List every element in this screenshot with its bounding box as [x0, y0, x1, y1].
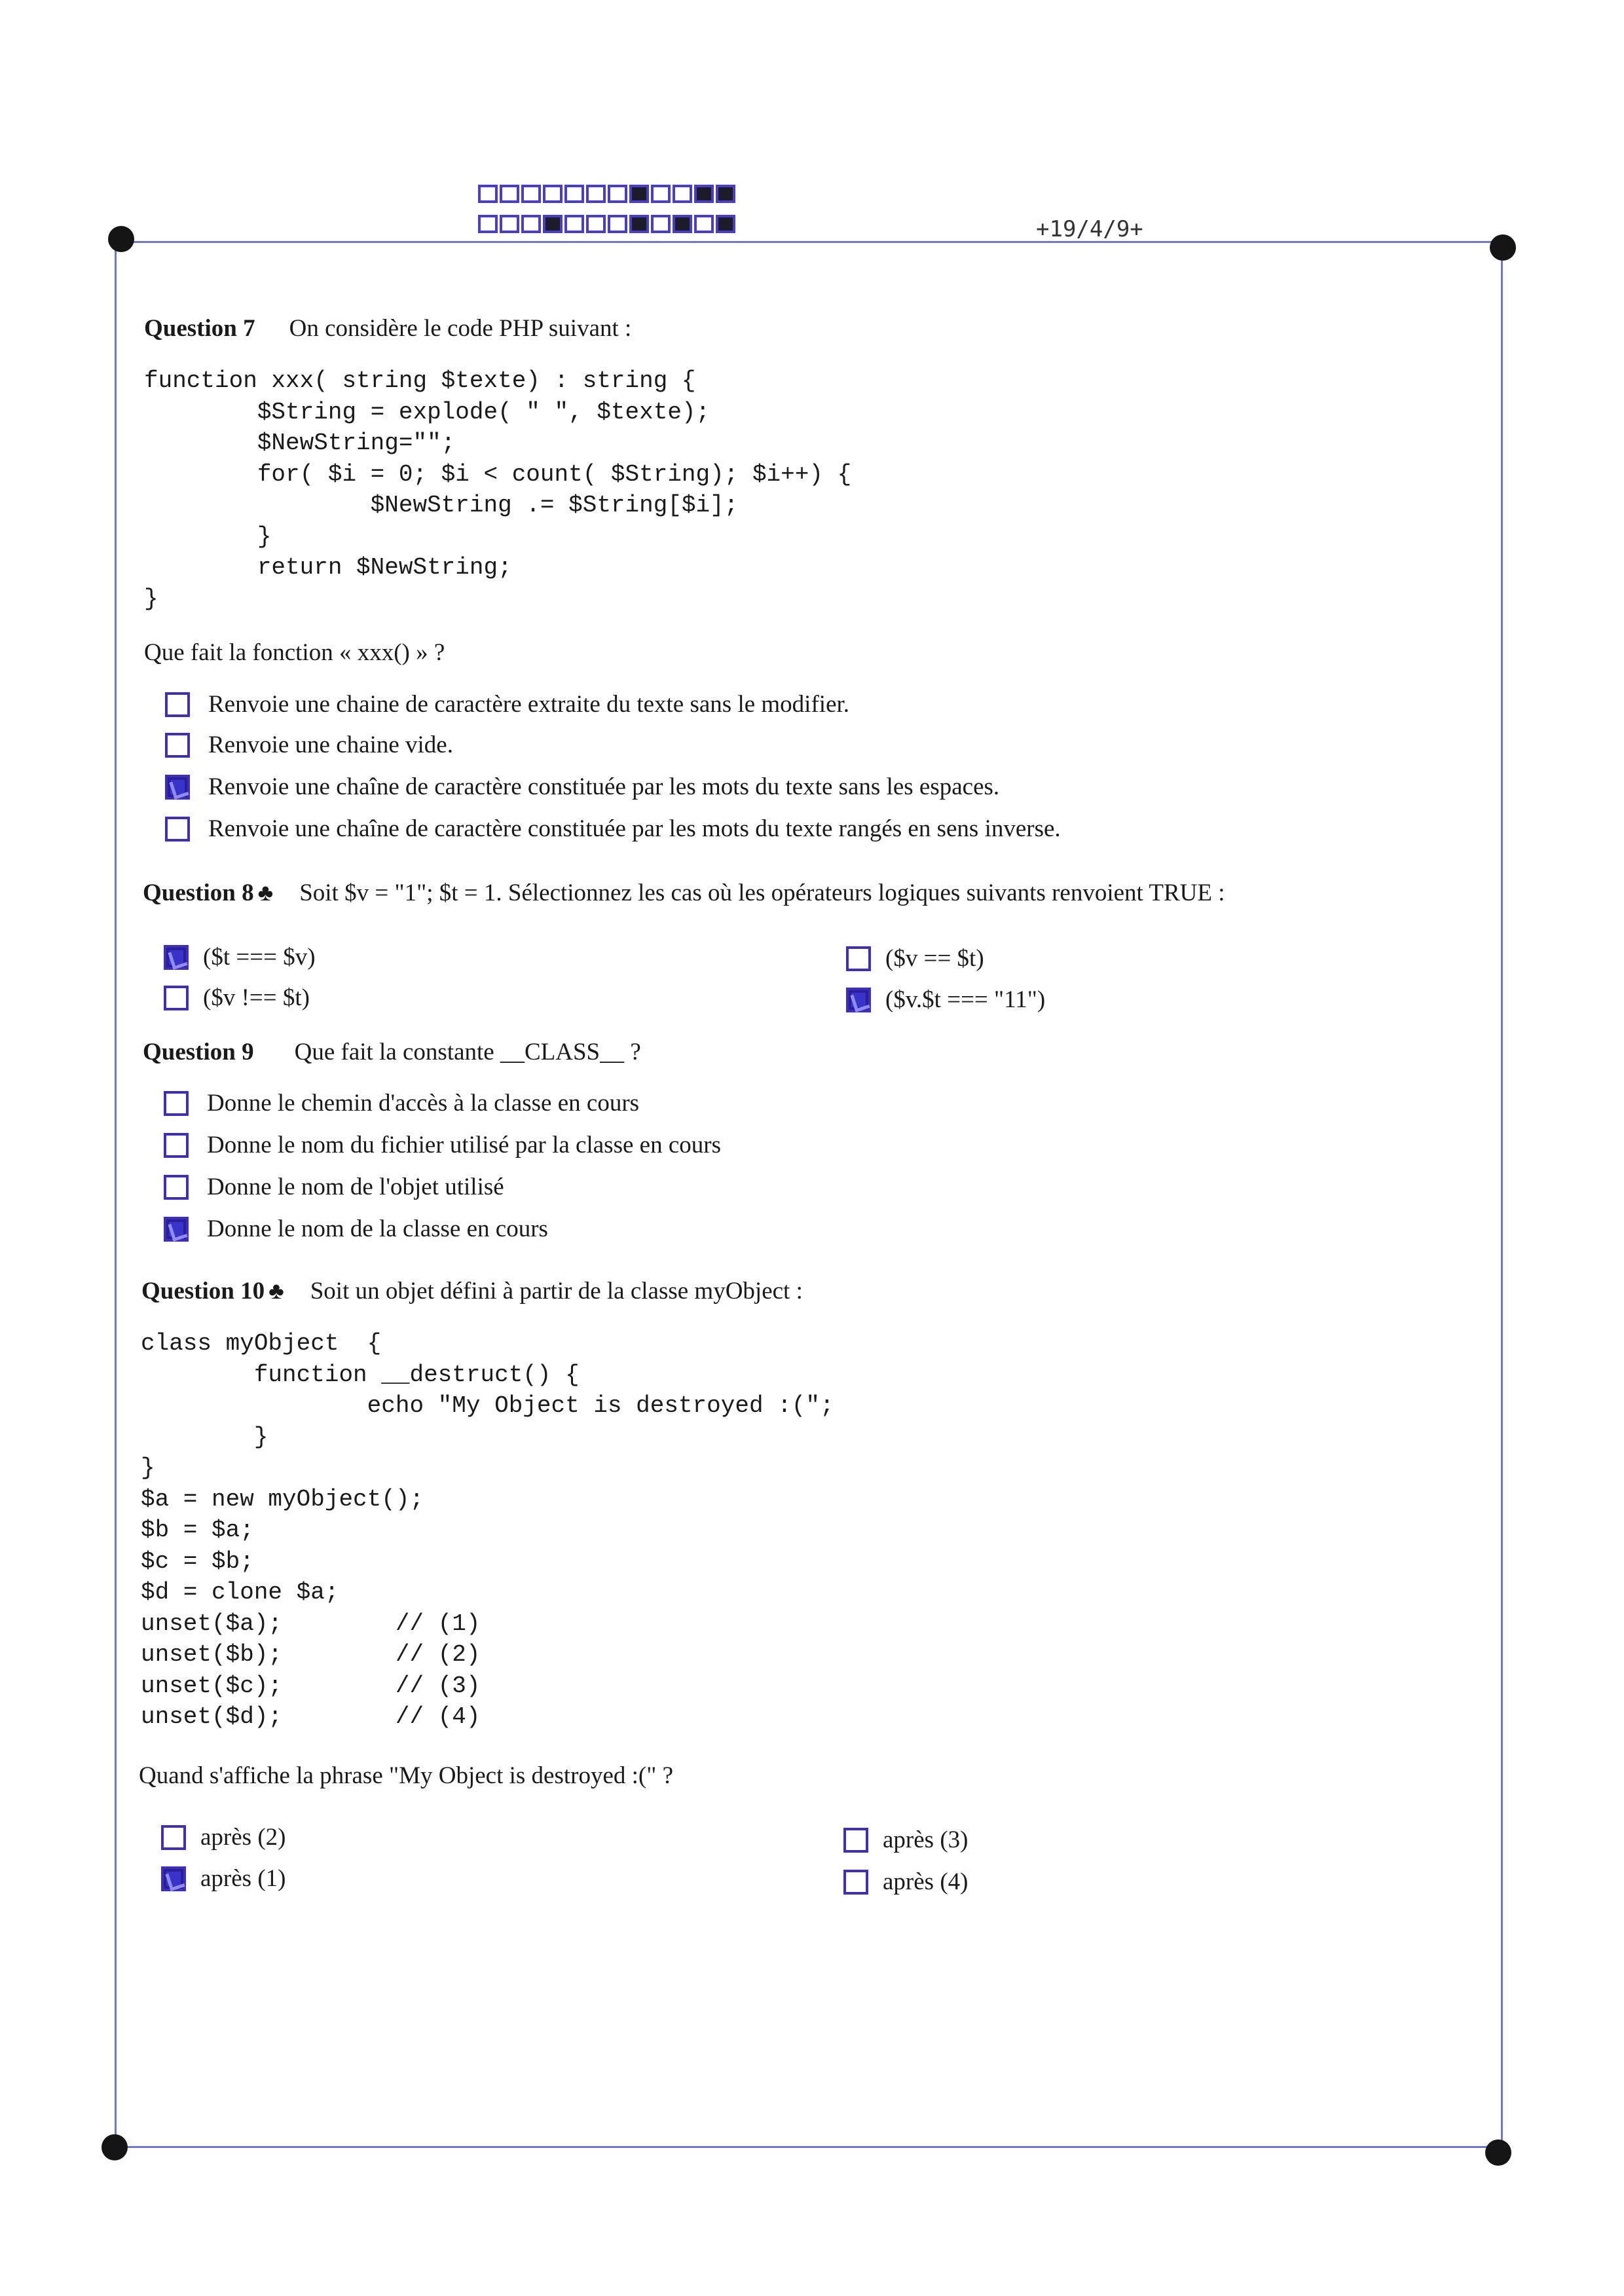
question-9-choice[interactable]: [164, 1131, 721, 1159]
corner-mark-bottom-left: [101, 2134, 128, 2160]
choice-label: après (1): [200, 1865, 286, 1892]
checkbox[interactable]: [164, 945, 189, 970]
choice-label: ($v == $t): [885, 945, 984, 972]
checkbox[interactable]: [161, 1825, 186, 1850]
id-grid-cell: [543, 215, 563, 233]
checkbox[interactable]: [161, 1866, 186, 1891]
question-9-choice[interactable]: [164, 1173, 504, 1201]
frame-bottom-line: [115, 2146, 1500, 2148]
id-grid-cell: [564, 215, 584, 233]
question-7-code: function xxx( string $texte) : string { $String = explode( " ", $texte); $NewString=""; for( $i = 0; $i < count( $String); $i++) { $NewString .= $String[$i]; } return $NewString; }: [144, 367, 852, 612]
question-10-choice[interactable]: [161, 1823, 286, 1851]
question-10-label: Question 10: [141, 1278, 265, 1305]
question-7-choice[interactable]: [165, 815, 1061, 843]
club-icon: ♣: [257, 880, 274, 906]
question-7-label: Question 7: [144, 315, 255, 342]
choice-label: ($v !== $t): [203, 984, 310, 1011]
question-8-text: Soit $v = "1"; $t = 1. Sélectionnez les cas où les opérateurs logiques suivants renvoient TRUE :: [299, 880, 1225, 906]
id-grid-cell: [608, 215, 627, 233]
id-grid-cell: [651, 185, 671, 203]
choice-label: ($t === $v): [203, 944, 316, 971]
choice-label: Renvoie une chaine de caractère extraite du texte sans le modifier.: [208, 691, 850, 718]
id-grid-cell: [478, 215, 498, 233]
choice-label: Renvoie une chaîne de caractère constituée par les mots du texte sans les espaces.: [208, 773, 1000, 800]
id-grid-cell: [500, 215, 519, 233]
checkbox[interactable]: [164, 1133, 189, 1158]
id-grid-cell: [673, 215, 692, 233]
id-grid-cell: [543, 185, 563, 203]
checkbox[interactable]: [164, 1175, 189, 1200]
id-grid-cell: [673, 185, 692, 203]
id-grid-cell: [521, 215, 541, 233]
choice-label: Donne le nom de la classe en cours: [207, 1215, 548, 1242]
id-grid-cell: [629, 185, 649, 203]
question-10-prompt: Quand s'affiche la phrase "My Object is destroyed :(" ?: [139, 1762, 674, 1789]
question-9-header: [143, 1038, 641, 1066]
question-7-header: [144, 314, 631, 343]
question-7-prompt: Que fait la fonction « xxx() » ?: [144, 639, 445, 666]
id-grid-cell: [500, 185, 519, 203]
question-8-header: [143, 879, 1225, 907]
checkbox[interactable]: [165, 733, 190, 758]
checkbox[interactable]: [846, 988, 871, 1012]
question-10-header: [141, 1277, 803, 1305]
question-10-text: Soit un objet défini à partir de la classe myObject :: [310, 1278, 803, 1305]
question-7-choice[interactable]: [165, 731, 453, 759]
question-8-choice[interactable]: [164, 984, 310, 1012]
question-7-choice[interactable]: [165, 773, 999, 801]
id-grid-cell: [564, 185, 584, 203]
corner-mark-top-right: [1490, 234, 1516, 261]
id-grid-cell: [716, 185, 735, 203]
choice-label: Donne le nom de l'objet utilisé: [207, 1174, 504, 1200]
choice-label: après (2): [200, 1824, 286, 1851]
choice-label: Renvoie une chaine vide.: [208, 731, 453, 758]
student-id-grid-row-1: [478, 185, 735, 203]
choice-label: Donne le chemin d'accès à la classe en cours: [207, 1090, 640, 1117]
question-8-choice[interactable]: [846, 944, 984, 972]
id-grid-cell: [651, 215, 671, 233]
id-grid-cell: [694, 215, 714, 233]
question-10-choice[interactable]: [843, 1868, 968, 1896]
question-10-choice[interactable]: [843, 1826, 968, 1854]
id-grid-cell: [608, 185, 627, 203]
id-grid-cell: [586, 185, 606, 203]
question-8-label: Question 8: [143, 880, 254, 906]
question-10-choice[interactable]: [161, 1864, 286, 1893]
checkbox[interactable]: [164, 986, 189, 1010]
checkbox[interactable]: [843, 1828, 868, 1853]
corner-mark-top-left: [108, 226, 134, 252]
question-9-text: Que fait la constante __CLASS__ ?: [294, 1039, 641, 1065]
id-grid-cell: [694, 185, 714, 203]
question-9-label: Question 9: [143, 1039, 254, 1065]
student-id-grid-row-2: [478, 215, 735, 233]
choice-label: après (4): [883, 1868, 969, 1895]
checkbox[interactable]: [846, 946, 871, 971]
question-10-code: class myObject { function __destruct() { echo "My Object is destroyed :("; } } $a = new myObject(); $b = $a; $c = $b; $d = clone $a; unset($a); // (1) unset($b); // (2) unset($c); // (3) unset($d); // (4): [141, 1330, 834, 1730]
checkbox[interactable]: [165, 692, 190, 717]
frame-right-line: [1501, 248, 1503, 2147]
checkbox[interactable]: [164, 1217, 189, 1242]
corner-mark-bottom-right: [1485, 2139, 1511, 2166]
frame-left-line: [115, 241, 117, 2147]
question-7-choice[interactable]: [165, 690, 849, 718]
question-8-choice[interactable]: [164, 943, 316, 971]
frame-top-line: [121, 241, 1503, 243]
choice-label: après (3): [883, 1826, 969, 1853]
checkbox[interactable]: [843, 1870, 868, 1895]
choice-label: Donne le nom du fichier utilisé par la classe en cours: [207, 1132, 721, 1158]
id-grid-cell: [716, 215, 735, 233]
checkbox[interactable]: [165, 817, 190, 842]
page-code: +19/4/9+: [1036, 216, 1143, 242]
checkbox[interactable]: [165, 775, 190, 800]
club-icon: ♣: [268, 1278, 284, 1304]
id-grid-cell: [521, 185, 541, 203]
choice-label: Renvoie une chaîne de caractère constituée par les mots du texte rangés en sens inverse.: [208, 815, 1061, 842]
id-grid-cell: [478, 185, 498, 203]
choice-label: ($v.$t === "11"): [885, 986, 1046, 1013]
question-7-text: On considère le code PHP suivant :: [289, 315, 632, 342]
id-grid-cell: [629, 215, 649, 233]
question-9-choice[interactable]: [164, 1089, 639, 1117]
checkbox[interactable]: [164, 1091, 189, 1116]
question-9-choice[interactable]: [164, 1215, 548, 1243]
id-grid-cell: [586, 215, 606, 233]
question-8-choice[interactable]: [846, 986, 1045, 1014]
